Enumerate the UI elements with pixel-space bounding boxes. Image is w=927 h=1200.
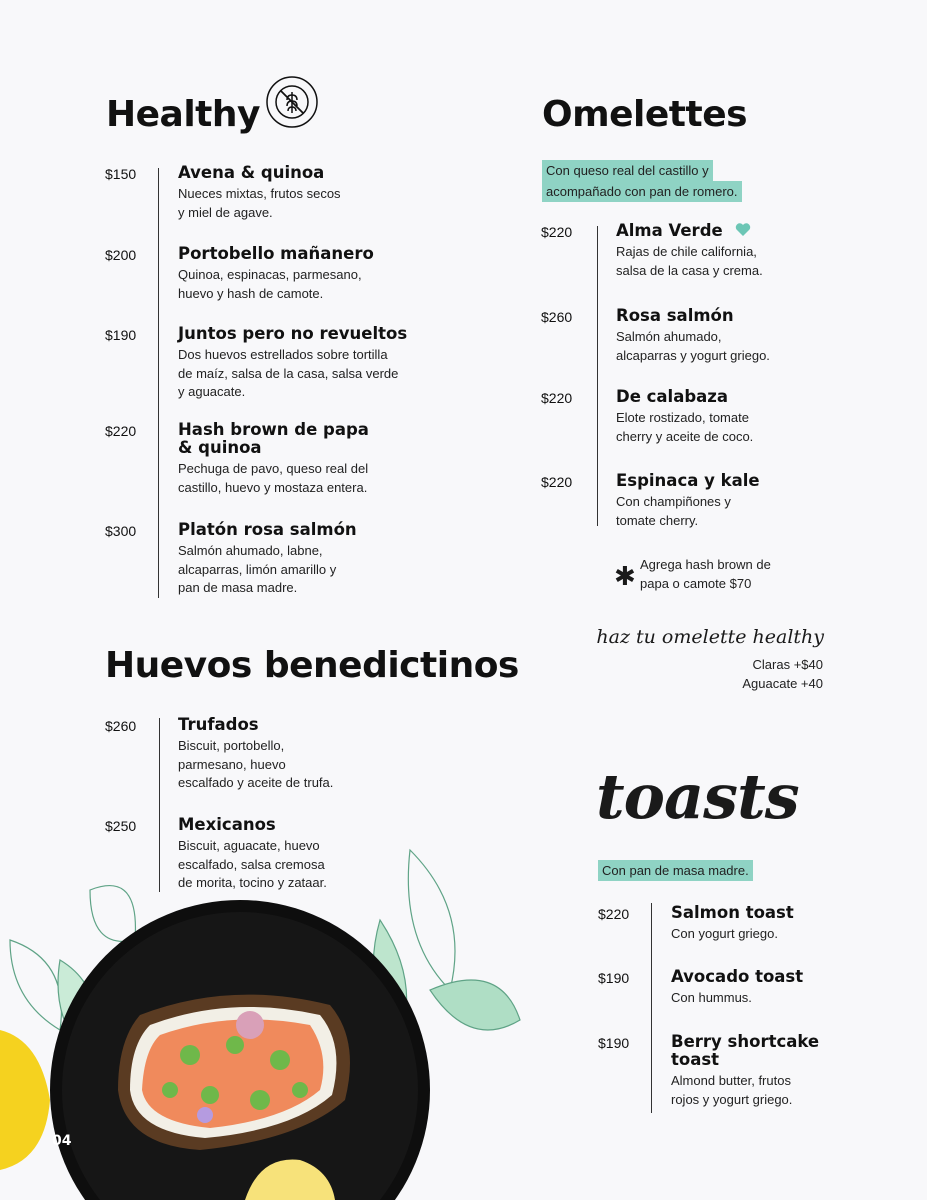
menu-item-price: $220: [598, 906, 630, 922]
menu-item-description: Dos huevos estrellados sobre tortilla de maíz, salsa de la casa, salsa verde y aguacate.: [178, 347, 399, 399]
menu-item-description: Biscuit, aguacate, huevo escalfado, salsa cremosa de morita, tocino y zataar.: [178, 838, 327, 890]
menu-item-name: Espinaca y kale: [616, 471, 760, 490]
menu-item: [178, 325, 407, 402]
menu-item: [616, 388, 753, 446]
page-number: 04: [52, 1133, 72, 1149]
toasts-note: Con pan de masa madre.: [598, 860, 753, 881]
menu-item-price: $220: [541, 224, 573, 240]
menu-item-description: Salmón ahumado, labne, alcaparras, limón amarillo y pan de masa madre.: [178, 543, 337, 595]
menu-item: [616, 307, 770, 365]
menu-item-description: Con champiñones y tomate cherry.: [616, 494, 731, 528]
omelettes-divider: [597, 226, 598, 526]
menu-item-price: $220: [541, 390, 573, 406]
menu-item-price: $260: [105, 718, 137, 734]
menu-item: [671, 968, 803, 1008]
menu-item: [178, 164, 341, 222]
omelettes-title: Omelettes: [542, 94, 748, 135]
menu-item: [178, 421, 369, 497]
omelettes-note-line2: acompañado con pan de romero.: [542, 181, 742, 202]
menu-item-name: Portobello mañanero: [178, 244, 374, 263]
menu-item-name: Salmon toast: [671, 903, 794, 922]
heart-icon: [735, 222, 751, 242]
menu-item: [671, 1033, 819, 1109]
menu-item-price: $220: [105, 423, 137, 439]
menu-item-price: $190: [598, 970, 630, 986]
menu-item-description: Quinoa, espinacas, parmesano, huevo y hash de camote.: [178, 267, 362, 301]
omelette-healthy-opt1: Claras +$40: [752, 657, 823, 672]
menu-item-name: Hash brown de papa & quinoa: [178, 420, 369, 457]
menu-item-description: Pechuga de pavo, queso real del castillo, huevo y mostaza entera.: [178, 461, 369, 495]
menu-item-name: De calabaza: [616, 387, 729, 406]
sin-gluten-badge: [265, 75, 319, 129]
menu-item-description: Salmón ahumado, alcaparras y yogurt griego.: [616, 329, 770, 363]
menu-item-name: Avocado toast: [671, 967, 804, 986]
healthy-divider: [158, 168, 159, 598]
menu-item-name: Platón rosa salmón: [178, 520, 357, 539]
menu-item-description: Con hummus.: [671, 990, 752, 1005]
menu-item-description: Elote rostizado, tomate cherry y aceite de coco.: [616, 410, 754, 444]
toasts-note-wrap: [598, 860, 753, 881]
omelettes-note-line1: Con queso real del castillo y: [542, 160, 713, 181]
menu-item-description: Con yogurt griego.: [671, 926, 778, 941]
menu-item-price: $300: [105, 523, 137, 539]
menu-item-name: Rosa salmón: [616, 306, 734, 325]
asterisk-icon: ✱: [614, 562, 636, 592]
omelette-healthy-opt2: Aguacate +40: [742, 676, 823, 691]
menu-item-description: Almond butter, frutos rojos y yogurt griego.: [671, 1073, 793, 1107]
menu-item-price: $250: [105, 818, 137, 834]
omelette-healthy-title: haz tu omelette healthy: [596, 626, 824, 648]
menu-item-price: $220: [541, 474, 573, 490]
menu-item: [616, 472, 760, 530]
menu-item: [178, 245, 374, 303]
menu-item: [178, 521, 357, 598]
menu-item-description: Rajas de chile california, salsa de la casa y crema.: [616, 244, 763, 278]
omelette-addon: Agrega hash brown de papa o camote $70: [640, 557, 771, 591]
menu-item-price: $150: [105, 166, 137, 182]
menu-item-price: $190: [598, 1035, 630, 1051]
menu-item-name: Alma Verde: [616, 221, 723, 240]
wheat-crossed-icon: [265, 75, 319, 129]
food-photo: [0, 840, 530, 1200]
menu-item-price: $200: [105, 247, 137, 263]
benedictinos-title: Huevos benedictinos: [105, 645, 519, 686]
menu-item-description: Biscuit, portobello, parmesano, huevo escalfado y aceite de trufa.: [178, 738, 334, 790]
menu-item-name: Mexicanos: [178, 815, 276, 834]
toasts-divider: [651, 903, 652, 1113]
menu-item: [178, 716, 333, 793]
menu-item: [671, 904, 794, 944]
menu-item-description: Nueces mixtas, frutos secos y miel de agave.: [178, 186, 341, 220]
healthy-title: Healthy: [106, 94, 260, 135]
menu-item-name: Avena & quinoa: [178, 163, 325, 182]
menu-item-name: Juntos pero no revueltos: [178, 324, 408, 343]
toasts-title: toasts: [596, 760, 799, 833]
menu-item-name: Trufados: [178, 715, 259, 734]
menu-item-price: $190: [105, 327, 137, 343]
omelettes-note: [542, 160, 742, 202]
menu-item-price: $260: [541, 309, 573, 325]
menu-item-name: Berry shortcake toast: [671, 1032, 820, 1069]
